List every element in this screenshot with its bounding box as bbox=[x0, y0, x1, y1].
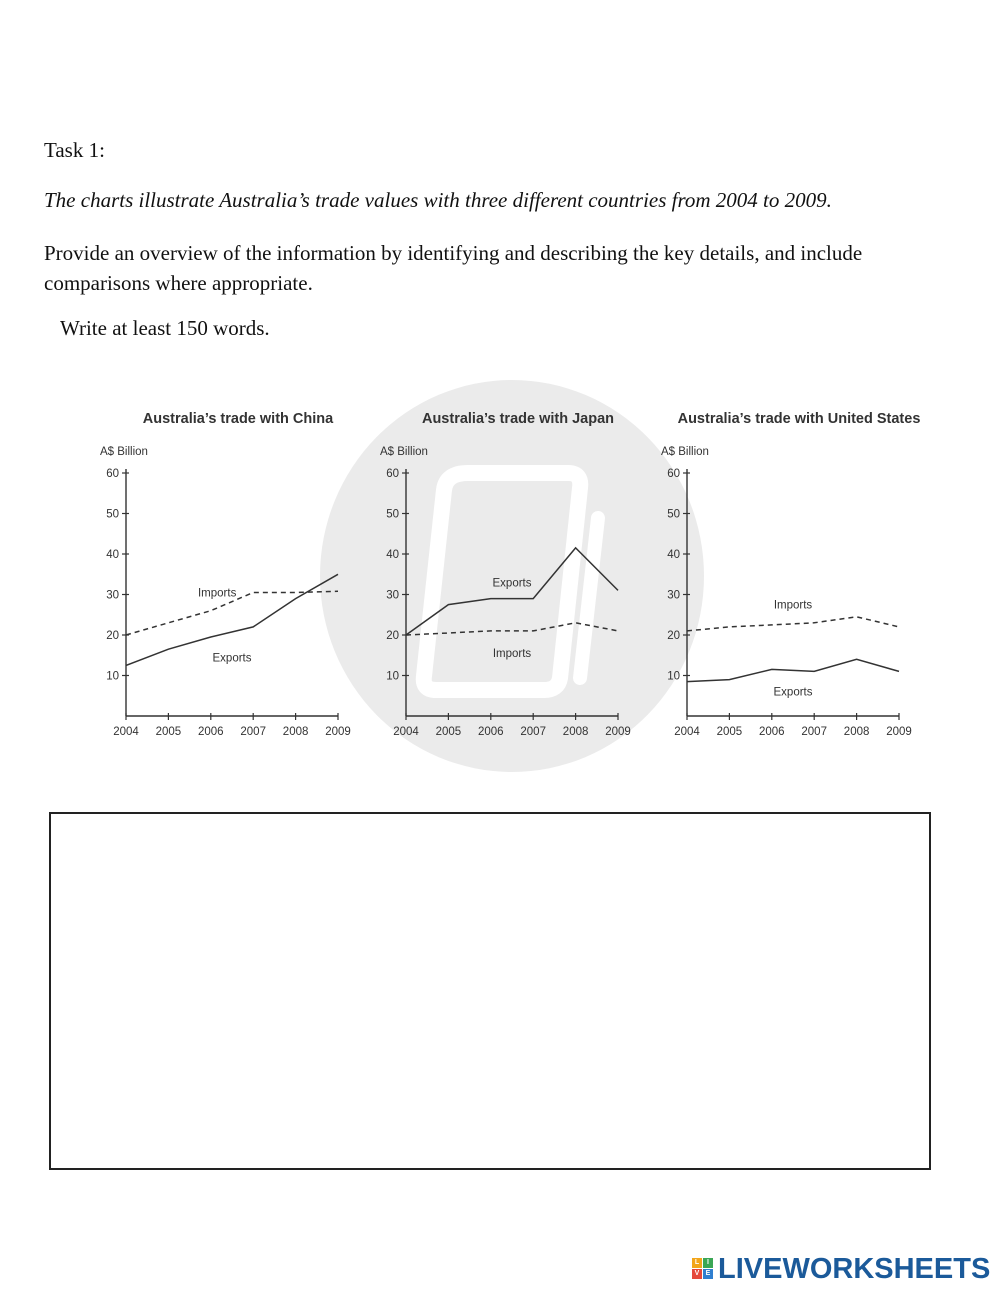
x-tick-label: 2004 bbox=[674, 726, 700, 738]
y-tick-label: 30 bbox=[386, 589, 399, 602]
y-tick-label: 20 bbox=[386, 630, 399, 642]
x-tick-label: 2008 bbox=[282, 726, 309, 738]
series-label-exports: Exports bbox=[212, 652, 252, 665]
y-tick-label: 20 bbox=[106, 630, 119, 642]
brand-mark-letter: L bbox=[692, 1258, 702, 1268]
x-tick-label: 2007 bbox=[801, 726, 827, 738]
y-tick-label: 60 bbox=[106, 468, 119, 480]
brand-mark-letter: I bbox=[703, 1258, 713, 1268]
series-label-imports: Imports bbox=[492, 648, 532, 661]
chart-title: Australia’s trade with United States bbox=[677, 411, 921, 427]
y-tick-label: 30 bbox=[667, 589, 680, 602]
y-tick-label: 40 bbox=[386, 549, 399, 561]
series-label-imports: Imports bbox=[773, 599, 813, 612]
y-tick-label: 20 bbox=[667, 630, 680, 642]
y-tick-label: 50 bbox=[106, 508, 119, 521]
brand-name: LIVEWORKSHEETS bbox=[718, 1252, 991, 1285]
series-label-imports: Imports bbox=[197, 587, 237, 600]
brand-logo-icon bbox=[692, 1258, 714, 1280]
word-count-instruction: Write at least 150 words. bbox=[60, 316, 270, 340]
y-tick-label: 40 bbox=[106, 549, 119, 561]
chart-title: Australia’s trade with China bbox=[142, 411, 334, 427]
x-tick-label: 2009 bbox=[605, 726, 631, 738]
y-tick-label: 50 bbox=[386, 508, 399, 521]
series-line-exports bbox=[406, 548, 618, 635]
y-tick-label: 30 bbox=[106, 589, 119, 602]
y-tick-label: 60 bbox=[667, 468, 680, 480]
x-tick-label: 2007 bbox=[240, 726, 266, 738]
x-tick-label: 2008 bbox=[562, 726, 589, 738]
x-tick-label: 2006 bbox=[759, 726, 785, 738]
y-axis-label: A$ Billion bbox=[380, 446, 428, 458]
y-tick-label: 10 bbox=[667, 670, 680, 683]
y-tick-label: 40 bbox=[667, 549, 680, 561]
x-tick-label: 2005 bbox=[435, 726, 462, 738]
series-line-exports bbox=[687, 659, 899, 681]
chart-japan bbox=[375, 400, 645, 750]
series-line-imports bbox=[687, 617, 899, 631]
x-tick-label: 2007 bbox=[520, 726, 546, 738]
chart-united-states bbox=[656, 400, 926, 750]
y-tick-label: 10 bbox=[106, 670, 119, 683]
chart-title: Australia’s trade with Japan bbox=[421, 411, 615, 427]
x-tick-label: 2006 bbox=[198, 726, 224, 738]
y-tick-label: 10 bbox=[386, 670, 399, 683]
task-instruction: Provide an overview of the information by identifying and describing the key details, and include comparisons where appropriate. bbox=[44, 241, 863, 295]
x-tick-label: 2009 bbox=[886, 726, 912, 738]
series-label-exports: Exports bbox=[492, 577, 532, 590]
y-tick-label: 60 bbox=[386, 468, 399, 480]
x-tick-label: 2006 bbox=[478, 726, 504, 738]
y-tick-label: 50 bbox=[667, 508, 680, 521]
series-label-exports: Exports bbox=[773, 686, 813, 699]
x-tick-label: 2005 bbox=[155, 726, 182, 738]
x-tick-label: 2009 bbox=[325, 726, 351, 738]
answer-box[interactable] bbox=[49, 812, 931, 1170]
x-tick-label: 2008 bbox=[843, 726, 870, 738]
task-prompt: The charts illustrate Australia’s trade values with three different countries from 2004 to 2009. bbox=[44, 188, 832, 212]
liveworksheets-brand[interactable] bbox=[692, 1254, 990, 1284]
series-line-imports bbox=[406, 623, 618, 635]
y-axis-label: A$ Billion bbox=[100, 446, 148, 458]
y-axis-label: A$ Billion bbox=[661, 446, 709, 458]
brand-mark-letter: E bbox=[703, 1269, 713, 1279]
chart-japan-svg bbox=[375, 400, 645, 750]
x-tick-label: 2005 bbox=[716, 726, 743, 738]
x-tick-label: 2004 bbox=[393, 726, 419, 738]
x-tick-label: 2004 bbox=[113, 726, 139, 738]
task-label: Task 1: bbox=[44, 138, 105, 162]
chart-china-svg bbox=[95, 400, 365, 750]
chart-united-states-svg bbox=[656, 400, 926, 750]
brand-mark-letter: V bbox=[692, 1269, 702, 1279]
chart-china bbox=[95, 400, 365, 750]
